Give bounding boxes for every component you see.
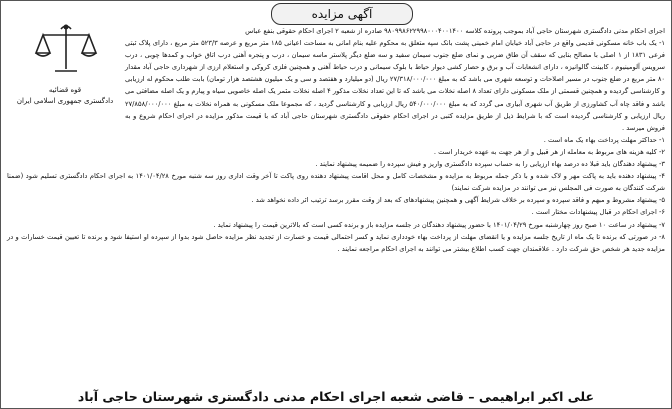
condition-1: ۱- حداکثر مهلت پرداخت بهاء یک ماه است . xyxy=(543,135,665,144)
condition-5: ۵- پیشنهاد مشروط و مبهم و فاقد سپرده و سپرده بر خلاف شرایط آگهی و همچنین پیشنهادهای که بعد از وقت مقرر برسد ترتیب اثر داده نخواهد شد . xyxy=(251,196,665,205)
condition-3: ۳- پیشنهاد دهندگان باید قبلا ده درصد بهاء ارزیابی را به حساب سپرده دادگستری واریز و فیش سپرده را ضمیمه پیشنهاد نمایند . xyxy=(315,160,665,169)
condition-8: ۸- در صورتی که برنده تا یک ماه از تاریخ جلسه مزایده و یا انقضای مهلت از پرداخت بهاء خودداری نماید و کسر احتمالی قیمت و خسارت از تجدید نظر مزایده حاصل شود بدوا از سپرده او استیفا شود و برنده تا تعیین قیمت خسارات و در مزایده جدید هر شخص حق شرکت دارد . علاقمندان جهت کسب اطلاع بیشتر می توانند به اجرای احکام مراجعه نمایند . xyxy=(7,232,665,253)
notice-intro: اجرای احکام مدنی دادگستری شهرستان حاجی آباد بموجب پرونده کلاسه ۹۸۰۹۹۸۶۲۲۹۹۸۰۰۰۴۰۰۱۴۰۰ صادره از شعبه ۲ اجرای احکام حقوقی بنفع عباس xyxy=(245,27,665,35)
condition-2: ۲- کلیه هزینه های مربوط به معامله از هر قبیل و از هر جهت به عهده خریدار است . xyxy=(433,147,665,156)
condition-4: ۴- پیشنهاد دهنده باید به پاکت مهر و لاک شده و با ذکر جمله مربوط به مزایده و مشخصات کامل و محل اقامت پیشنهاد دهنده روی پاکت تا آخر وقت اداری روز سه شنبه مورخ ۱۴۰۱/۰۴/۲۸ به اجرای احکام دادگستری تسلیم شود (ضمنا شرکت کنندگان به صورت فی المجلس نیز می توانند در مزایده شرکت نمایند) xyxy=(7,172,665,193)
emblem-caption-line-1: قوه قضائیه xyxy=(48,86,82,94)
condition-7: ۷- پیشنهاد در ساعت ۱۰ صبح روز چهارشنبه مورخ ۱۴۰۱/۰۴/۲۹ با حضور پیشنهاد دهندگان در جلسه مزایده باز و برنده کسی است که بالاترین قیمت را پیشنهاد نماید . xyxy=(213,220,665,229)
notice-title: آگهی مزایده xyxy=(271,3,413,25)
judge-signature: علی اکبر ابراهیمی – قاضی شعبه اجرای احکام مدنی دادگستری شهرستان حاجی آباد xyxy=(77,389,595,404)
notice-body xyxy=(7,25,665,255)
condition-6: ۶- اجرای احکام در قبال پیشنهادات مختار است . xyxy=(531,208,665,217)
property-description: ۱- یک باب خانه مسکونی قدیمی واقع در حاجی آباد خیابان امام خمینی پشت بانک سپه متعلق به محکوم علیه بنام امانی به مساحت اعیانی ۱۸۵ متر مربع و عرصه ۵۲۳/۳ متر مربع ، دارای پلاک ثبتی فرعی ۱۸۳۱ از ۱ اصلی با مصالح بنایی که سقف آن طاق ضربی و نمای ضلع جنوب سیمان سفید و سه ضلع دیگر پلاستر ماسه سیمان ، درب و پنجره آهنی درب اتاق خواب و کمدها چوبی ، درب سرویس آلومینیوم ، کابینت گالوانیزه ، دارای انشعابات آب و برق و حصار کشی دیوار حیاط با بلوک سیمانی و درب حیاط آهنی و همچنین فلزی کروکی و استعلام ارزی از شهرداری حاجی آباد مقدار ۸۰ متر مربع در ضلع جنوب در مسیر اصلاحات و توسعه شهری می باشد که به مبلغ ۲۷/۳۱۸/۰۰۰/۰۰۰ ریال (دو میلیارد و هفتصد و سی و یک میلیون هشتصد هزار تومان) بابت طلب محکوم له ارزیابی و کارشناسی گردیده و همچنین قسمتی از ملک مسکونی دارای تعداد ۸ اصله نخلات می باشد که تا این تعداد نخلات مذکور ۴ اصله نخلات مثمر یک اصله خاصویی سیاه و پیارم و یک اصله مضافتی می باشد و فاقد چاه آب کشاورزی از طریق آب شهری آبیاری می گردد که به مبلغ ۵۴۰/۰۰۰/۰۰۰ ریال ارزیابی و کارشناسی گردید ، که مجموعا ملک مسکونی به همراه نخلات به مبلغ ۲۷/۸۵۸/۰۰۰/۰۰۰ ریال ارزیابی و کارشناسی گردیده است که با شرایط ذیل از طریق مزایده کتبی در اجرای احکام حقوقی دادگستری شهرستان حاجی آباد که با قیمت مذکور مزایده در اجرای احکام شروع و به فروش میرسد . xyxy=(125,39,666,132)
emblem-caption-line-2: دادگستری جمهوری اسلامی ایران xyxy=(16,97,114,105)
